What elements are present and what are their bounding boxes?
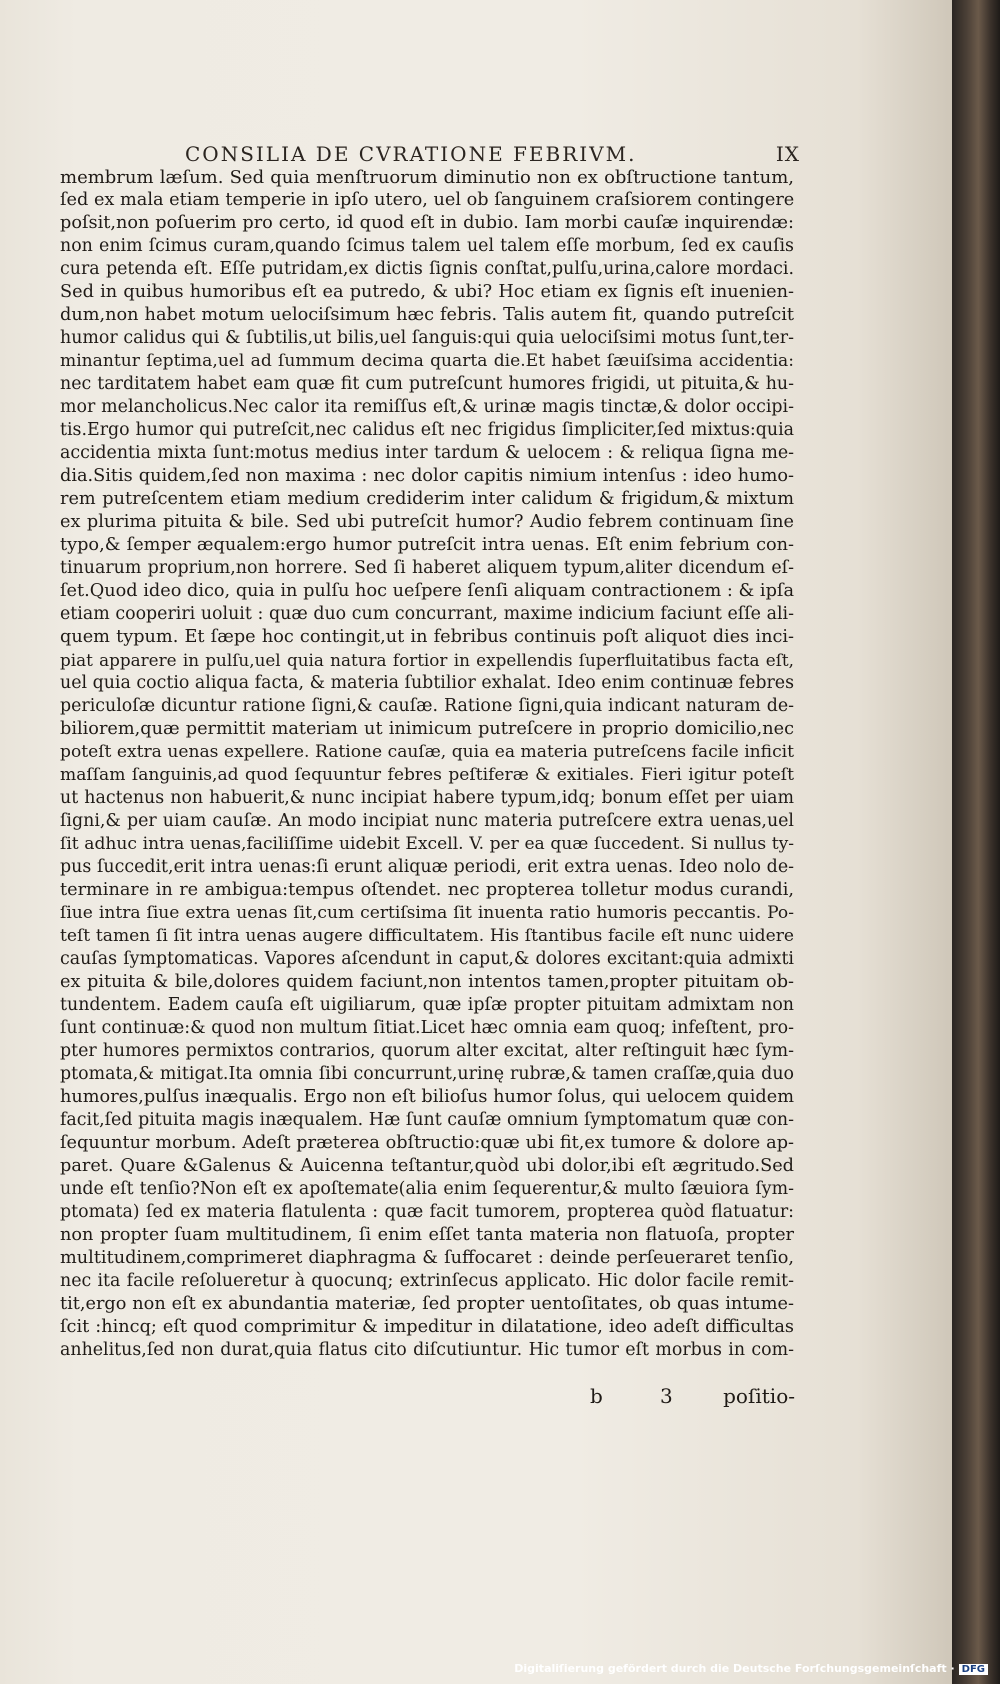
text-line: maſſam ſanguinis,ad quod ſequuntur febres peſtiferæ & exitiales. Fieri igitur poteſt	[60, 765, 794, 785]
text-line: ex plurima pituita & bile. Sed ubi putreſcit humor? Audio febrem continuam ſine	[60, 512, 794, 532]
text-line: paret. Quare &Galenus & Auicenna teſtantur,quòd ubi dolor,ibi eſt ægritudo.Sed	[60, 1156, 794, 1176]
text-line: tinuarum proprium,non horrere. Sed ſi haberet aliquem typum,aliter dicendum eſ-	[60, 558, 794, 578]
text-line: accidentia mixta ſunt:motus medius inter tardum & uelocem : & reliqua ſigna me-	[60, 443, 794, 463]
text-line: uel quia coctio aliqua facta, & materia ſubtilior exhalat. Ideo enim continuæ febres	[60, 673, 794, 693]
body-text	[60, 166, 794, 1362]
text-line: humor calidus qui & ſubtilis,ut bilis,uel ſanguis:qui quia uelociſsimi motus ſunt,ter-	[60, 328, 794, 348]
text-line: cura petenda eſt. Eſſe putridam,ex dictis ſignis conſtat,pulſu,urina,calore mordaci.	[60, 259, 794, 279]
text-line: rem putreſcentem etiam medium crediderim inter calidum & frigidum,& mixtum	[60, 489, 794, 509]
text-line: tit,ergo non eſt ex abundantia materiæ, ſed propter uentoſitates, ob quas intume-	[60, 1294, 794, 1314]
credit-text: Digitaliſierung gefördert durch die Deutsche Forſchungsgemeinſchaft ·	[514, 1662, 955, 1675]
text-line: teſt tamen ſi ſit intra uenas augere difficultatem. His ſtantibus facile eſt nunc uidere	[60, 926, 794, 946]
text-line: typo,& ſemper æqualem:ergo humor putreſcit intra uenas. Eſt enim febrium con-	[60, 535, 794, 555]
text-line: biliorem,quæ permittit materiam ut inimicum putreſcere in proprio domicilio,nec	[60, 719, 794, 739]
text-line: ſcit :hincq; eſt quod comprimitur & impeditur in dilatatione, ideo adeſt difficultas	[60, 1317, 794, 1337]
text-line: ex pituita & bile,dolores quidem faciunt,non intentos tamen,propter pituitam ob-	[60, 972, 794, 992]
text-line: poſsit,non poſuerim pro certo, id quod eſt in dubio. Iam morbi cauſæ inquirendæ:	[60, 213, 794, 233]
text-line: quem typum. Et ſæpe hoc contingit,ut in febribus continuis poſt aliquot dies inci-	[60, 627, 794, 647]
folio-number: IX	[775, 142, 800, 166]
text-line: ſequuntur morbum. Adeſt præterea obſtructio:quæ ubi fit,ex tumore & dolore ap-	[60, 1133, 794, 1153]
text-line: membrum læſum. Sed quia menſtruorum diminutio non ex obſtructione tantum,	[60, 167, 794, 188]
text-line: piat apparere in pulſu,uel quia natura fortior in expellendis ſuperfluitatibus facta eſt,	[60, 650, 794, 670]
text-line: tundentem. Eadem cauſa eſt uigiliarum, quæ ipſæ propter pituitam admixtam non	[60, 995, 794, 1015]
text-line: poteſt extra uenas expellere. Ratione cauſæ, quia ea materia putreſcens facile inficit	[60, 742, 794, 762]
text-line: etiam cooperiri uoluit : quæ duo cum concurrant, maxime indicium faciunt eſſe ali-	[60, 604, 794, 624]
signature-mark: b	[590, 1384, 603, 1408]
text-line: ptomata,& mitigat.Ita omnia ſibi concurrunt,urinę rubræ,& tamen craſſæ,quia duo	[60, 1064, 794, 1084]
text-line: tis.Ergo humor qui putreſcit,nec calidus eſt nec frigidus ſimpliciter,ſed mixtus:quia	[60, 420, 794, 440]
text-line: ſet.Quod ideo dico, quia in pulſu hoc ueſpere ſenſi aliquam contractionem : & ipſa	[60, 581, 794, 601]
text-line: pus ſuccedit,erit intra uenas:ſi erunt aliquæ periodi, erit extra uenas. Ideo nolo de-	[60, 857, 794, 877]
book-edge	[952, 0, 1000, 1684]
text-line: facit,ſed pituita magis inæqualem. Hæ ſunt cauſæ omnium ſymptomatum quæ con-	[60, 1110, 794, 1130]
text-line: ptomata) ſed ex materia flatulenta : quæ facit tumorem, propterea quòd flatuatur:	[60, 1202, 794, 1222]
text-line: cauſas ſymptomaticas. Vapores aſcendunt in caput,& dolores excitant:quia admixti	[60, 949, 794, 969]
digitization-credit	[514, 1662, 988, 1680]
text-line: pter humores permixtos contrarios, quorum alter excitat, alter reſtinguit hæc ſym-	[60, 1041, 794, 1061]
text-line: terminare in re ambigua:tempus oſtendet. nec propterea tolletur modus curandi,	[60, 880, 794, 900]
text-line: minantur ſeptima,uel ad ſummum decima quarta die.Et habet ſæuiſsima accidentia:	[60, 351, 794, 371]
catchword: poſitio-	[723, 1384, 795, 1408]
text-line: anhelitus,ſed non durat,quia flatus cito diſcutiuntur. Hic tumor eſt morbus in com-	[60, 1340, 794, 1360]
text-line: dia.Sitis quidem,ſed non maxima : nec dolor capitis nimium intenſus : ideo humo-	[60, 466, 794, 486]
running-title: CONSILIA DE CVRATIONE FEBRIVM.	[185, 142, 637, 166]
text-line: humores,pulſus inæqualis. Ergo non eſt bilioſus humor ſolus, qui uelocem quidem	[60, 1087, 794, 1107]
text-line: Sed in quibus humoribus eſt ea putredo, & ubi? Hoc etiam ex ſignis eſt inuenien-	[60, 282, 794, 302]
text-line: ſigni,& per uiam cauſæ. An modo incipiat nunc materia putreſcere extra uenas,uel	[60, 811, 794, 831]
text-line: multitudinem,comprimeret diaphragma & ſuffocaret : deinde perſeueraret tenſio,	[60, 1248, 794, 1268]
text-line: non enim ſcimus curam,quando ſcimus talem uel talem eſſe morbum, ſed ex cauſis	[60, 236, 794, 256]
dfg-logo: DFG	[959, 1664, 988, 1675]
text-line: ſunt continuæ:& quod non multum ſitiat.Licet hæc omnia eam quoq; infeſtent, pro-	[60, 1018, 794, 1038]
signature-number: 3	[660, 1384, 673, 1408]
text-line: non propter ſuam multitudinem, ſi enim eſſet tanta materia non flatuoſa, propter	[60, 1225, 794, 1245]
text-line: ſit adhuc intra uenas,faciliſſime uidebit Excell. V. per ea quæ ſuccedent. Si nullus ty-	[60, 834, 794, 854]
text-line: nec ita facile reſolueretur à quocunq; extrinſecus applicato. Hic dolor facile remit-	[60, 1271, 794, 1291]
text-line: ſed ex mala etiam temperie in ipſo utero, uel ob ſanguinem craſsiorem contingere	[60, 190, 794, 210]
text-line: ſiue intra ſiue extra uenas ſit,cum certiſsima ſit inuenta ratio humoris peccantis. Po-	[60, 903, 794, 923]
text-line: periculoſæ dicuntur ratione ſigni,& cauſæ. Ratione ſigni,quia indicant naturam de-	[60, 696, 794, 716]
text-line: dum,non habet motum uelociſsimum hæc febris. Talis autem fit, quando putreſcit	[60, 305, 794, 325]
text-line: ut hactenus non habuerit,& nunc incipiat habere typum,idq; bonum eſſet per uiam	[60, 788, 794, 808]
text-line: nec tarditatem habet eam quæ fit cum putreſcunt humores frigidi, ut pituita,& hu-	[60, 374, 794, 394]
text-line: unde eſt tenſio?Non eſt ex apoſtemate(alia enim ſequerentur,& multo ſæuiora ſym-	[60, 1179, 794, 1199]
text-line: mor melancholicus.Nec calor ita remiſſus eſt,& urinæ magis tinctæ,& dolor occipi-	[60, 397, 794, 417]
page-footer	[590, 1384, 795, 1410]
